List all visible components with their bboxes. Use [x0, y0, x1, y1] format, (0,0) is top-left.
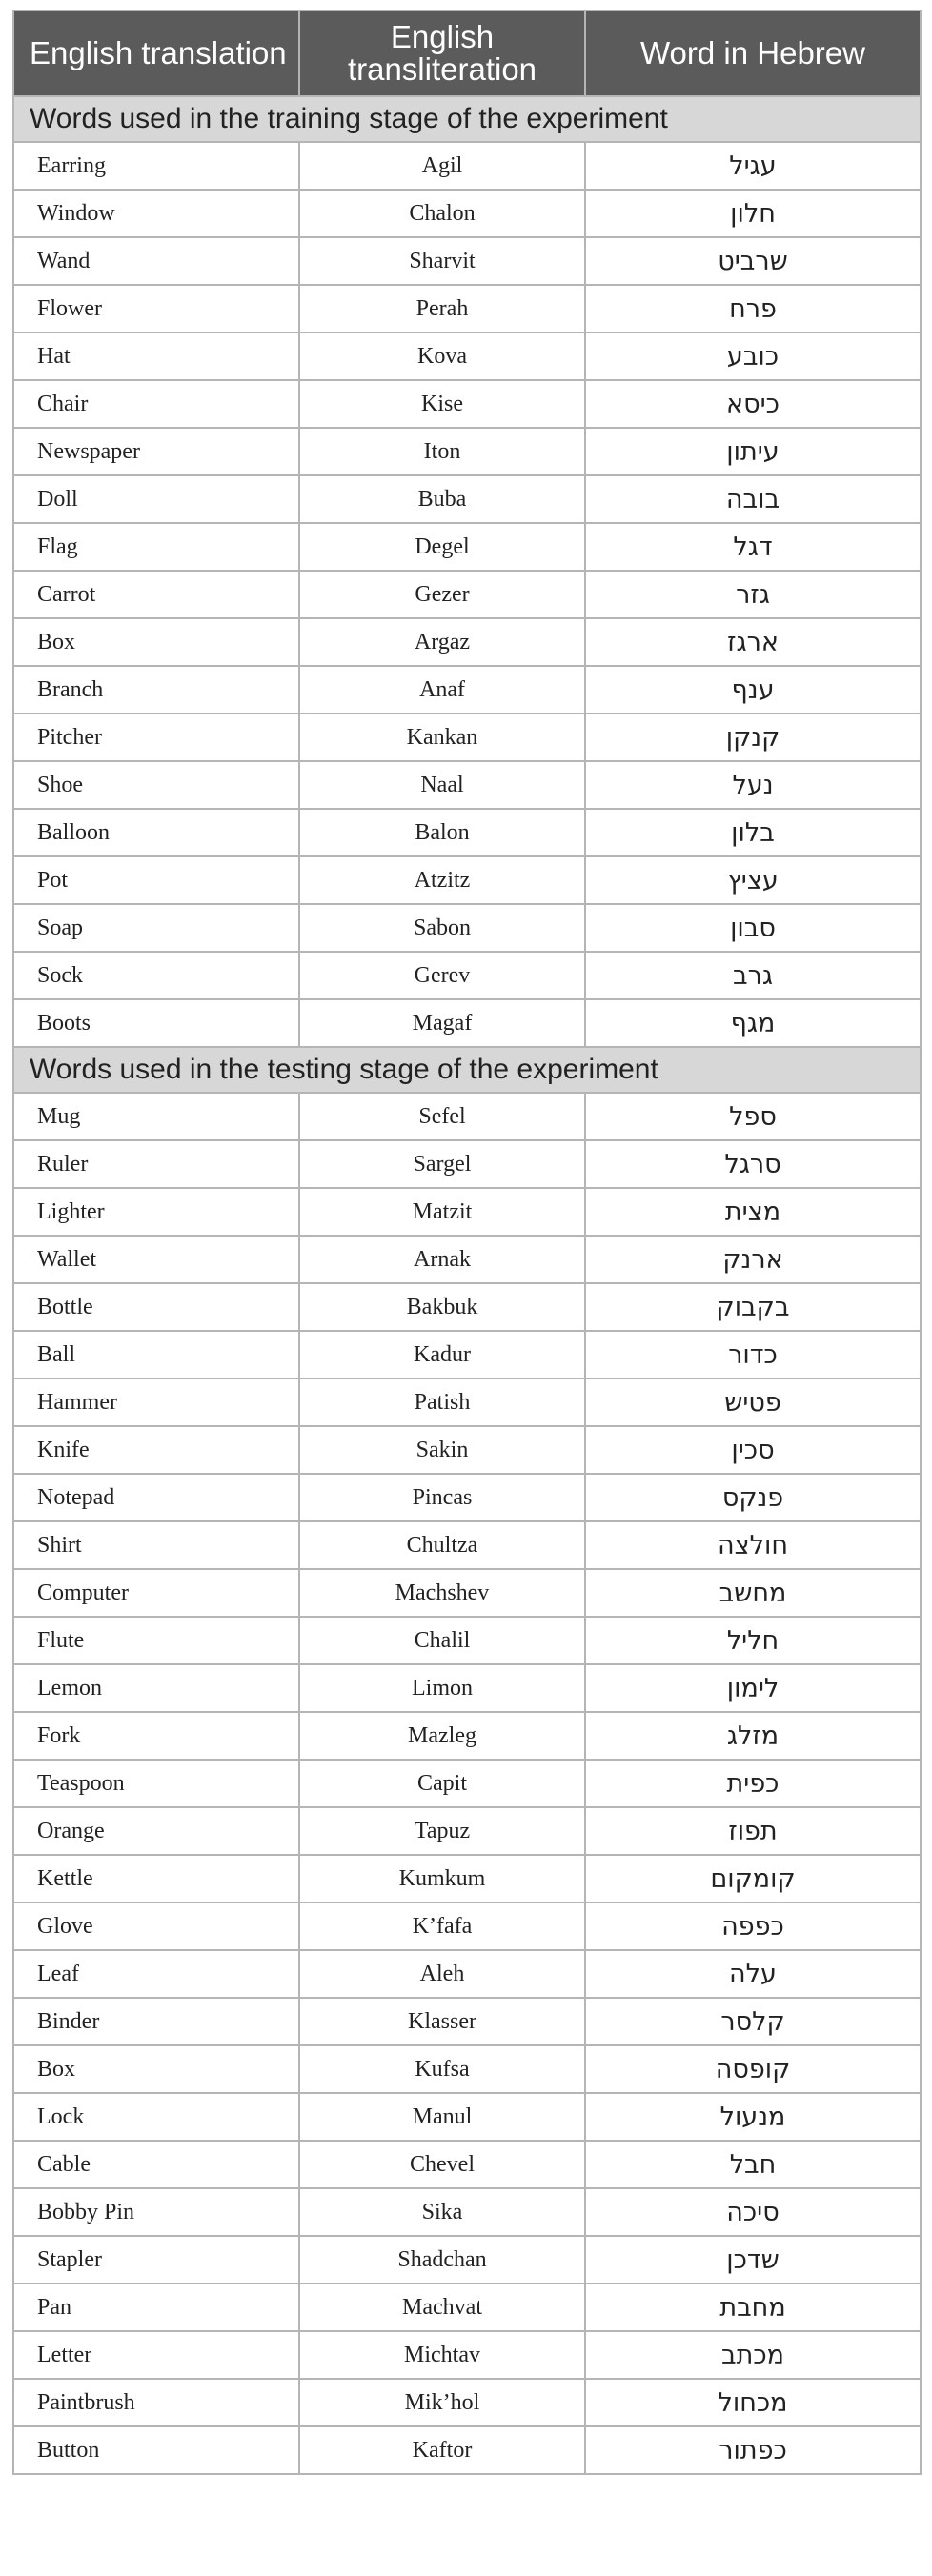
header-english-transliteration: English transliteration [299, 10, 585, 96]
table-row [13, 904, 921, 952]
cell-english-translation: Lighter [13, 1188, 299, 1236]
table-row [13, 237, 921, 285]
cell-english-translation: Hat [13, 332, 299, 380]
table-row [13, 1902, 921, 1950]
cell-hebrew-word: לימון [585, 1664, 921, 1712]
cell-english-translation: Soap [13, 904, 299, 952]
cell-english-transliteration: Argaz [299, 618, 585, 666]
cell-english-transliteration: Mazleg [299, 1712, 585, 1760]
table-row [13, 2379, 921, 2426]
table-row [13, 380, 921, 428]
table-row [13, 1379, 921, 1426]
cell-english-translation: Mug [13, 1093, 299, 1140]
table-row [13, 2141, 921, 2188]
cell-hebrew-word: שדכן [585, 2236, 921, 2284]
cell-hebrew-word: קלסר [585, 1998, 921, 2045]
table-row [13, 1093, 921, 1140]
table-row [13, 2284, 921, 2331]
cell-hebrew-word: מכחול [585, 2379, 921, 2426]
cell-hebrew-word: חלון [585, 190, 921, 237]
cell-hebrew-word: סכין [585, 1426, 921, 1474]
table-row [13, 571, 921, 618]
cell-english-translation: Cable [13, 2141, 299, 2188]
cell-english-transliteration: Manul [299, 2093, 585, 2141]
cell-english-translation: Ball [13, 1331, 299, 1379]
cell-hebrew-word: שרביט [585, 237, 921, 285]
table-row [13, 2188, 921, 2236]
table-row [13, 428, 921, 475]
cell-english-translation: Chair [13, 380, 299, 428]
cell-hebrew-word: סרגל [585, 1140, 921, 1188]
cell-english-translation: Sock [13, 952, 299, 999]
cell-english-transliteration: Kise [299, 380, 585, 428]
cell-hebrew-word: כפפה [585, 1902, 921, 1950]
cell-english-transliteration: Kumkum [299, 1855, 585, 1902]
cell-english-transliteration: Chevel [299, 2141, 585, 2188]
table-row [13, 332, 921, 380]
table-header [13, 10, 921, 96]
cell-hebrew-word: ענף [585, 666, 921, 714]
cell-english-translation: Lemon [13, 1664, 299, 1712]
section-title: Words used in the testing stage of the experiment [13, 1047, 921, 1093]
cell-english-translation: Teaspoon [13, 1760, 299, 1807]
cell-english-translation: Newspaper [13, 428, 299, 475]
table-row [13, 2093, 921, 2141]
cell-english-translation: Ruler [13, 1140, 299, 1188]
cell-english-transliteration: Gezer [299, 571, 585, 618]
cell-hebrew-word: מזלג [585, 1712, 921, 1760]
cell-english-translation: Stapler [13, 2236, 299, 2284]
table-row [13, 999, 921, 1047]
cell-english-translation: Box [13, 618, 299, 666]
cell-english-transliteration: Arnak [299, 1236, 585, 1283]
cell-english-translation: Earring [13, 142, 299, 190]
cell-hebrew-word: תפוז [585, 1807, 921, 1855]
table-row [13, 1140, 921, 1188]
cell-english-translation: Knife [13, 1426, 299, 1474]
cell-english-transliteration: Matzit [299, 1188, 585, 1236]
table-row [13, 666, 921, 714]
word-table [12, 10, 922, 2475]
cell-hebrew-word: מנעול [585, 2093, 921, 2141]
cell-english-transliteration: Kufsa [299, 2045, 585, 2093]
cell-hebrew-word: גזר [585, 571, 921, 618]
table-row [13, 475, 921, 523]
section-header-row [13, 96, 921, 142]
table-row [13, 1998, 921, 2045]
table-row [13, 952, 921, 999]
table-row [13, 190, 921, 237]
cell-english-transliteration: Chultza [299, 1521, 585, 1569]
cell-hebrew-word: פטיש [585, 1379, 921, 1426]
table-row [13, 1569, 921, 1617]
cell-english-transliteration: Machshev [299, 1569, 585, 1617]
cell-english-translation: Wand [13, 237, 299, 285]
cell-english-translation: Shirt [13, 1521, 299, 1569]
cell-english-translation: Button [13, 2426, 299, 2474]
cell-english-translation: Carrot [13, 571, 299, 618]
cell-english-translation: Boots [13, 999, 299, 1047]
table-row [13, 523, 921, 571]
cell-hebrew-word: עציץ [585, 856, 921, 904]
table-row [13, 1617, 921, 1664]
cell-english-translation: Wallet [13, 1236, 299, 1283]
cell-hebrew-word: כיסא [585, 380, 921, 428]
cell-english-transliteration: Michtav [299, 2331, 585, 2379]
header-row [13, 10, 921, 96]
table-row [13, 1474, 921, 1521]
cell-english-transliteration: Degel [299, 523, 585, 571]
cell-english-translation: Shoe [13, 761, 299, 809]
table-row [13, 1283, 921, 1331]
cell-hebrew-word: חבל [585, 2141, 921, 2188]
table-row [13, 2426, 921, 2474]
cell-english-transliteration: Kadur [299, 1331, 585, 1379]
cell-hebrew-word: פנקס [585, 1474, 921, 1521]
cell-english-translation: Notepad [13, 1474, 299, 1521]
cell-english-transliteration: Atzitz [299, 856, 585, 904]
cell-english-transliteration: Magaf [299, 999, 585, 1047]
cell-english-translation: Flower [13, 285, 299, 332]
cell-english-translation: Box [13, 2045, 299, 2093]
header-english-translation: English translation [13, 10, 299, 96]
cell-hebrew-word: מצית [585, 1188, 921, 1236]
cell-english-translation: Orange [13, 1807, 299, 1855]
cell-english-translation: Flag [13, 523, 299, 571]
cell-english-transliteration: Sakin [299, 1426, 585, 1474]
cell-hebrew-word: בלון [585, 809, 921, 856]
cell-english-transliteration: Pincas [299, 1474, 585, 1521]
cell-english-transliteration: K’fafa [299, 1902, 585, 1950]
cell-english-transliteration: Mik’hol [299, 2379, 585, 2426]
table-body [13, 96, 921, 2474]
cell-hebrew-word: כפית [585, 1760, 921, 1807]
table-row [13, 1712, 921, 1760]
section-header-row [13, 1047, 921, 1093]
cell-english-translation: Glove [13, 1902, 299, 1950]
cell-hebrew-word: עיתון [585, 428, 921, 475]
cell-hebrew-word: סיכה [585, 2188, 921, 2236]
cell-hebrew-word: מגף [585, 999, 921, 1047]
cell-english-translation: Computer [13, 1569, 299, 1617]
cell-hebrew-word: בקבוק [585, 1283, 921, 1331]
table-row [13, 856, 921, 904]
cell-english-translation: Bottle [13, 1283, 299, 1331]
cell-hebrew-word: עלה [585, 1950, 921, 1998]
cell-english-translation: Binder [13, 1998, 299, 2045]
cell-english-translation: Pot [13, 856, 299, 904]
cell-hebrew-word: נעל [585, 761, 921, 809]
cell-english-transliteration: Anaf [299, 666, 585, 714]
cell-english-transliteration: Sabon [299, 904, 585, 952]
table-row [13, 1521, 921, 1569]
cell-english-transliteration: Tapuz [299, 1807, 585, 1855]
cell-english-transliteration: Limon [299, 1664, 585, 1712]
cell-english-translation: Hammer [13, 1379, 299, 1426]
cell-english-transliteration: Machvat [299, 2284, 585, 2331]
cell-hebrew-word: ארגז [585, 618, 921, 666]
cell-english-translation: Balloon [13, 809, 299, 856]
cell-english-transliteration: Gerev [299, 952, 585, 999]
table-row [13, 1331, 921, 1379]
cell-english-transliteration: Sika [299, 2188, 585, 2236]
cell-english-transliteration: Shadchan [299, 2236, 585, 2284]
table-row [13, 1426, 921, 1474]
cell-english-translation: Pan [13, 2284, 299, 2331]
table-row [13, 285, 921, 332]
cell-english-transliteration: Bakbuk [299, 1283, 585, 1331]
cell-hebrew-word: סבון [585, 904, 921, 952]
cell-hebrew-word: חליל [585, 1617, 921, 1664]
cell-hebrew-word: מחבת [585, 2284, 921, 2331]
cell-english-translation: Flute [13, 1617, 299, 1664]
cell-english-transliteration: Chalil [299, 1617, 585, 1664]
cell-hebrew-word: ספל [585, 1093, 921, 1140]
cell-english-transliteration: Patish [299, 1379, 585, 1426]
table-row [13, 142, 921, 190]
cell-hebrew-word: קומקום [585, 1855, 921, 1902]
cell-hebrew-word: קופסה [585, 2045, 921, 2093]
cell-english-translation: Letter [13, 2331, 299, 2379]
cell-english-translation: Window [13, 190, 299, 237]
cell-english-transliteration: Klasser [299, 1998, 585, 2045]
cell-english-transliteration: Perah [299, 285, 585, 332]
cell-english-translation: Leaf [13, 1950, 299, 1998]
table-row [13, 714, 921, 761]
cell-hebrew-word: כובע [585, 332, 921, 380]
table-row [13, 761, 921, 809]
table-row [13, 618, 921, 666]
table-row [13, 2331, 921, 2379]
cell-english-transliteration: Buba [299, 475, 585, 523]
table-row [13, 1236, 921, 1283]
table-row [13, 809, 921, 856]
cell-english-transliteration: Sefel [299, 1093, 585, 1140]
cell-english-transliteration: Sharvit [299, 237, 585, 285]
header-word-in-hebrew: Word in Hebrew [585, 10, 921, 96]
table-row [13, 1855, 921, 1902]
cell-hebrew-word: בובה [585, 475, 921, 523]
cell-english-translation: Fork [13, 1712, 299, 1760]
cell-hebrew-word: פרח [585, 285, 921, 332]
table-row [13, 1807, 921, 1855]
table-row [13, 1950, 921, 1998]
cell-english-transliteration: Chalon [299, 190, 585, 237]
section-title: Words used in the training stage of the experiment [13, 96, 921, 142]
cell-hebrew-word: קנקן [585, 714, 921, 761]
table-row [13, 2045, 921, 2093]
cell-english-transliteration: Aleh [299, 1950, 585, 1998]
cell-hebrew-word: דגל [585, 523, 921, 571]
cell-english-transliteration: Agil [299, 142, 585, 190]
table-row [13, 1188, 921, 1236]
cell-english-transliteration: Kaftor [299, 2426, 585, 2474]
cell-english-transliteration: Sargel [299, 1140, 585, 1188]
cell-english-transliteration: Balon [299, 809, 585, 856]
cell-hebrew-word: גרב [585, 952, 921, 999]
cell-english-transliteration: Naal [299, 761, 585, 809]
cell-english-transliteration: Kankan [299, 714, 585, 761]
table-row [13, 1760, 921, 1807]
cell-english-transliteration: Iton [299, 428, 585, 475]
cell-english-transliteration: Kova [299, 332, 585, 380]
cell-hebrew-word: ארנק [585, 1236, 921, 1283]
cell-english-translation: Lock [13, 2093, 299, 2141]
table-row [13, 2236, 921, 2284]
cell-english-translation: Bobby Pin [13, 2188, 299, 2236]
table-row [13, 1664, 921, 1712]
cell-english-translation: Kettle [13, 1855, 299, 1902]
cell-english-translation: Paintbrush [13, 2379, 299, 2426]
cell-hebrew-word: עגיל [585, 142, 921, 190]
cell-english-transliteration: Capit [299, 1760, 585, 1807]
cell-english-translation: Branch [13, 666, 299, 714]
cell-english-translation: Doll [13, 475, 299, 523]
cell-english-translation: Pitcher [13, 714, 299, 761]
cell-hebrew-word: כפתור [585, 2426, 921, 2474]
cell-hebrew-word: חולצה [585, 1521, 921, 1569]
cell-hebrew-word: כדור [585, 1331, 921, 1379]
cell-hebrew-word: מחשב [585, 1569, 921, 1617]
cell-hebrew-word: מכתב [585, 2331, 921, 2379]
